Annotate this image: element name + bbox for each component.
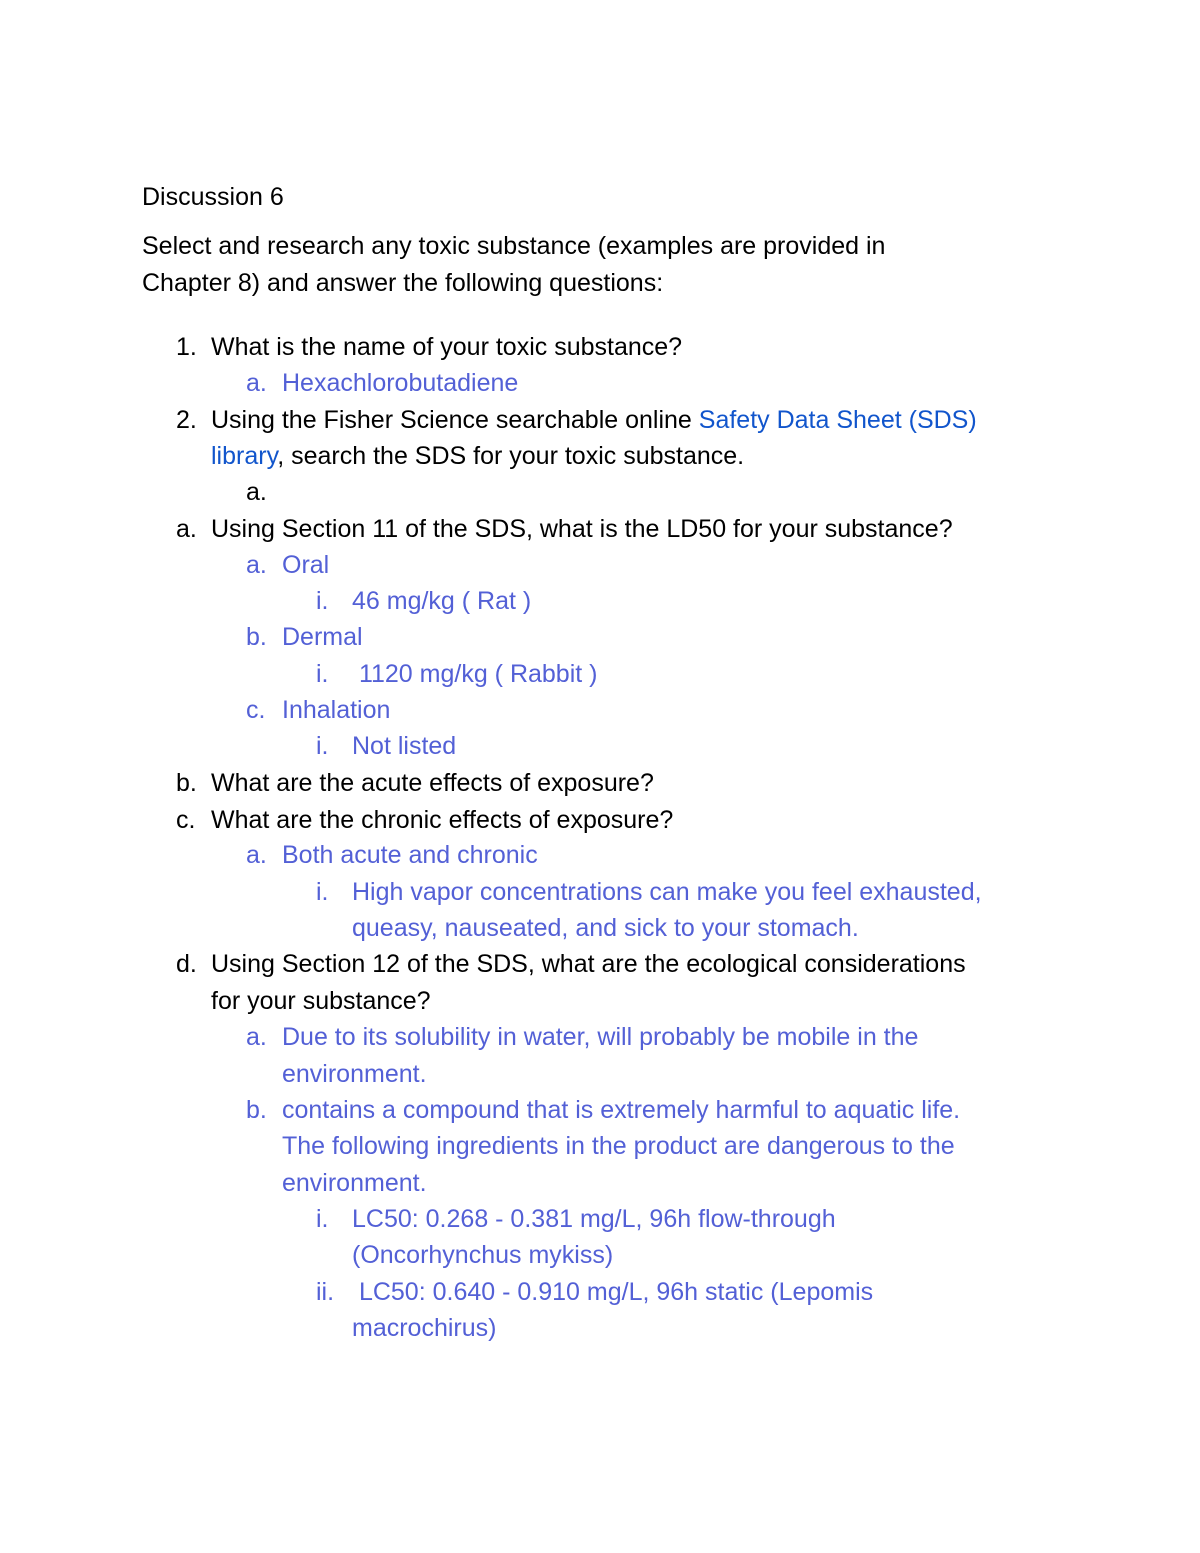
qd-marker: d. bbox=[176, 950, 197, 978]
sds-library-link[interactable]: Safety Data Sheet (SDS) bbox=[698, 406, 977, 434]
qc-answer-sub-line-2: queasy, nauseated, and sick to your stomach. bbox=[352, 914, 859, 942]
qd-answer-a-marker: a. bbox=[246, 1023, 267, 1051]
qd-answer-a-line-1: Due to its solubility in water, will probably be mobile in the bbox=[282, 1023, 919, 1051]
ld50-oral-sub-marker: i. bbox=[316, 587, 329, 615]
qc-answer-marker: a. bbox=[246, 841, 267, 869]
q2-line-1 bbox=[211, 405, 977, 435]
intro-line-1: Select and research any toxic substance (examples are provided in bbox=[142, 232, 886, 260]
qa-text: Using Section 11 of the SDS, what is the LD50 for your substance? bbox=[211, 515, 953, 543]
lc50-2-line-2: macrochirus) bbox=[352, 1314, 497, 1342]
q2-line-2 bbox=[211, 441, 744, 471]
qd-answer-b-marker: b. bbox=[246, 1096, 267, 1124]
page-title: Discussion 6 bbox=[142, 183, 284, 211]
qd-answer-a-line-2: environment. bbox=[282, 1060, 427, 1088]
ld50-oral-label: Oral bbox=[282, 551, 330, 579]
qc-answer-sub-marker: i. bbox=[316, 878, 329, 906]
ld50-oral-value: 46 mg/kg ( Rat ) bbox=[352, 587, 532, 615]
q1-answer-marker: a. bbox=[246, 369, 267, 397]
ld50-dermal-value: 1120 mg/kg ( Rabbit ) bbox=[352, 660, 598, 688]
ld50-dermal-marker: b. bbox=[246, 623, 267, 651]
qd-line-1: Using Section 12 of the SDS, what are the ecological considerations bbox=[211, 950, 966, 978]
ld50-dermal-sub-marker: i. bbox=[316, 660, 329, 688]
q2-marker: 2. bbox=[176, 406, 197, 434]
ld50-inhalation-value: Not listed bbox=[352, 732, 457, 760]
lc50-2-line-1: LC50: 0.640 - 0.910 mg/L, 96h static (Lepomis bbox=[352, 1278, 874, 1306]
q1-text: What is the name of your toxic substance? bbox=[211, 333, 683, 361]
ld50-inhalation-marker: c. bbox=[246, 696, 266, 724]
q2-text-after: , search the SDS for your toxic substance. bbox=[277, 442, 745, 470]
sds-library-link-cont[interactable]: library bbox=[211, 442, 278, 470]
qc-answer-label: Both acute and chronic bbox=[282, 841, 538, 869]
lc50-1-line-2: (Oncorhynchus mykiss) bbox=[352, 1241, 614, 1269]
ld50-inhalation-sub-marker: i. bbox=[316, 732, 329, 760]
qd-answer-b-line-2: The following ingredients in the product are dangerous to the bbox=[282, 1132, 955, 1160]
ld50-oral-marker: a. bbox=[246, 551, 267, 579]
qb-text: What are the acute effects of exposure? bbox=[211, 769, 654, 797]
intro-line-2: Chapter 8) and answer the following questions: bbox=[142, 269, 664, 297]
q1-marker: 1. bbox=[176, 333, 197, 361]
qc-answer-sub-line-1: High vapor concentrations can make you feel exhausted, bbox=[352, 878, 982, 906]
lc50-1-line-1: LC50: 0.268 - 0.381 mg/L, 96h flow-through bbox=[352, 1205, 836, 1233]
q2-text-before: Using the Fisher Science searchable online bbox=[211, 406, 699, 434]
qd-answer-b-line-1: contains a compound that is extremely harmful to aquatic life. bbox=[282, 1096, 961, 1124]
ld50-dermal-label: Dermal bbox=[282, 623, 363, 651]
qd-answer-b-line-3: environment. bbox=[282, 1169, 427, 1197]
qc-text: What are the chronic effects of exposure? bbox=[211, 806, 674, 834]
lc50-2-marker: ii. bbox=[316, 1278, 335, 1306]
q1-answer-text: Hexachlorobutadiene bbox=[282, 369, 519, 397]
qd-line-2: for your substance? bbox=[211, 987, 431, 1015]
lc50-1-marker: i. bbox=[316, 1205, 329, 1233]
qb-marker: b. bbox=[176, 769, 197, 797]
qc-marker: c. bbox=[176, 806, 196, 834]
q2-empty-marker: a. bbox=[246, 478, 267, 506]
ld50-inhalation-label: Inhalation bbox=[282, 696, 391, 724]
qa-marker: a. bbox=[176, 515, 197, 543]
